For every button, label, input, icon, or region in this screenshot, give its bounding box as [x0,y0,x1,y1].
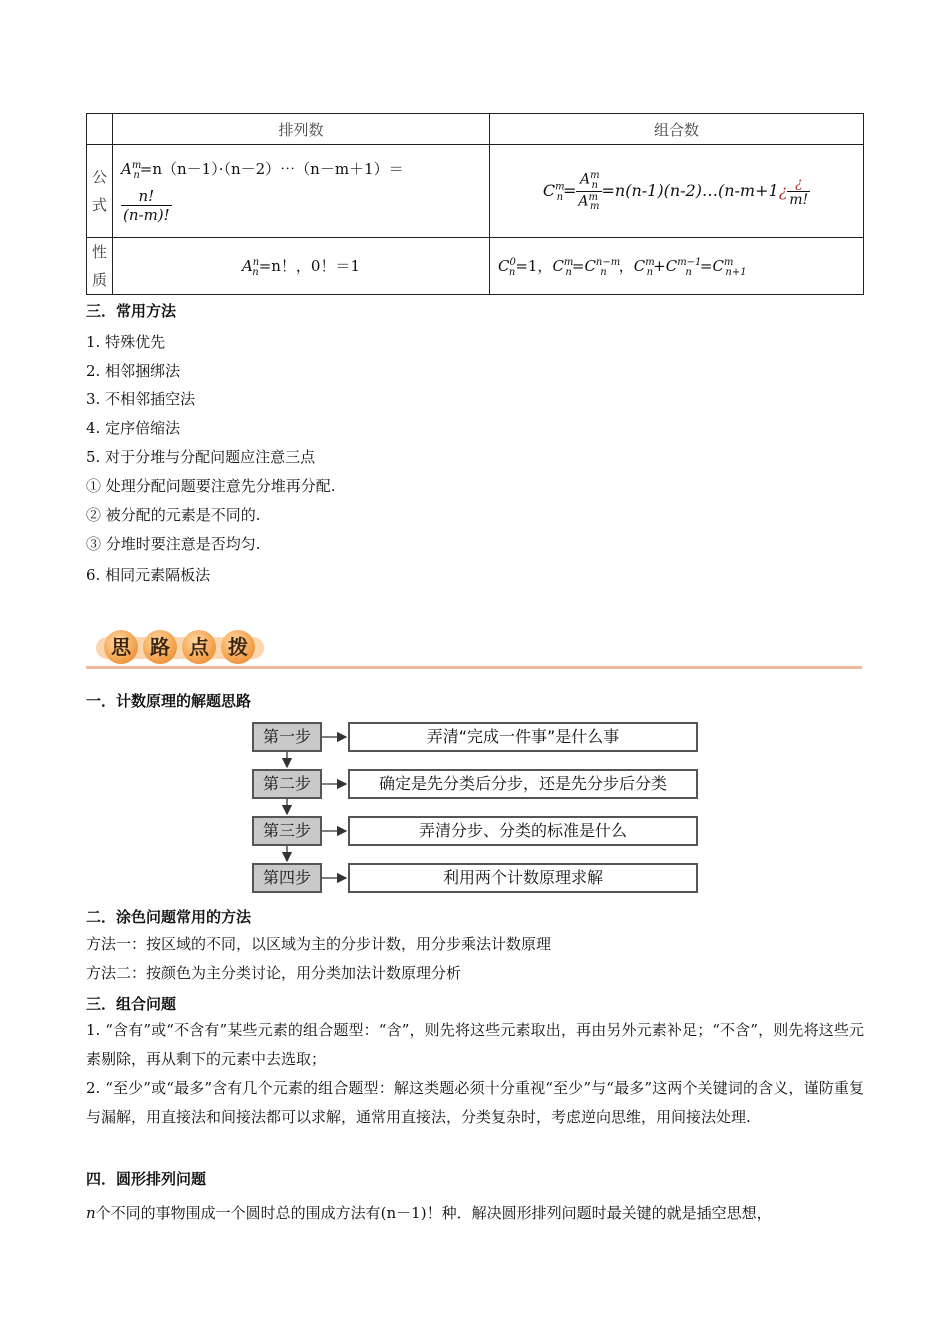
flow-step-1: 第一步 [252,722,322,752]
permutation-property: $A^n_n=n$！，0！＝1 [241,256,361,278]
garbled-glyph: ¿ [778,180,788,200]
flow-desc-3: 弄清分步、分类的标准是什么 [348,816,698,846]
flow-desc-1: 弄清“完成一件事”是什么事 [348,722,698,752]
flow-step-2: 第二步 [252,769,322,799]
row-label-formula: 公 式 [87,145,113,238]
flow-step-3: 第三步 [252,816,322,846]
flow-desc-4: 利用两个计数原理求解 [348,863,698,893]
part3-title: 三．组合问题 [86,995,177,1013]
section-methods-title: 三．常用方法 [86,302,177,320]
banner-char-3: 点 [182,630,216,664]
part3-paragraph-1: 1. “含有”或“不含有”某些元素的组合题型：“含”，则先将这些元素取出，再由另外元素补足；“不含”，则先将这些元素剔除，再从剩下的元素中去选取； [86,1021,864,1068]
banner-char-4: 拨 [221,630,255,664]
method-item-2: 2. 相邻捆绑法 [86,362,181,380]
part4-paragraph-1: n个不同的事物围成一个圆时总的围成方法有(n－1)！种．解决圆形排列问题时最关键的就是插空思想， [86,1204,772,1222]
garbled-glyph-2: ¿ [787,175,810,192]
part2-line-2: 方法二：按颜色为主分类讨论，用分类加法计数原理分析 [86,964,462,982]
combination-formula: $C^m_n=$ $\frac{A^m_n}{A^m_m}$ =n(n-1)(n-2)…(n-m+1¿ $\frac{¿}{m!}$ [542,170,809,212]
method-item-6: 6. 相同元素隔板法 [86,566,211,584]
flow-desc-2: 确定是先分类后分步，还是先分步后分类 [348,769,698,799]
method-item-3: 3. 不相邻插空法 [86,390,196,408]
permutation-formula: $A^m_n=n(n-1)\cdot(n-2)\cdots(n-m+1)=$ [121,160,404,181]
banner-char-2: 路 [143,630,177,664]
part2-title: 二．涂色问题常用的方法 [86,908,252,926]
combination-property: $C^0_n=1$，$C^m_n=C^{n-m}_n$ ，$C^m_n+C^{m-1}_n =C^m_{n+1}$ [498,256,747,278]
method-item-5: 5. 对于分堆与分配问题应注意三点 [86,448,316,466]
method-subitem-3: ③ 分堆时要注意是否均匀. [86,535,261,553]
method-item-1: 1. 特殊优先 [86,333,166,351]
method-subitem-2: ② 被分配的元素是不同的. [86,506,261,524]
permutation-fraction: $\frac{n!}{(n-m)!}$ [123,187,170,224]
row-label-property: 性 质 [87,238,113,295]
part1-title: 一．计数原理的解题思路 [86,692,252,710]
header-combination: 组合数 [490,114,864,145]
flow-step-4: 第四步 [252,863,322,893]
method-subitem-1: ① 处理分配问题要注意先分堆再分配. [86,477,336,495]
header-permutation: 排列数 [113,114,490,145]
banner-char-1: 思 [104,630,138,664]
method-item-4: 4. 定序倍缩法 [86,419,181,437]
part2-line-1: 方法一：按区域的不同，以区域为主的分步计数，用分步乘法计数原理 [86,935,552,953]
part3-paragraph-2: 2. “至少”或“最多”含有几个元素的组合题型：解这类题必须十分重视“至少”与“最多”这两个关键词的含义，谨防重复与漏解，用直接法和间接法都可以求解，通常用直接法，分类复杂时，考虑逆向思维，用间接法处理. [86,1079,864,1126]
part4-title: 四．圆形排列问题 [86,1170,207,1188]
